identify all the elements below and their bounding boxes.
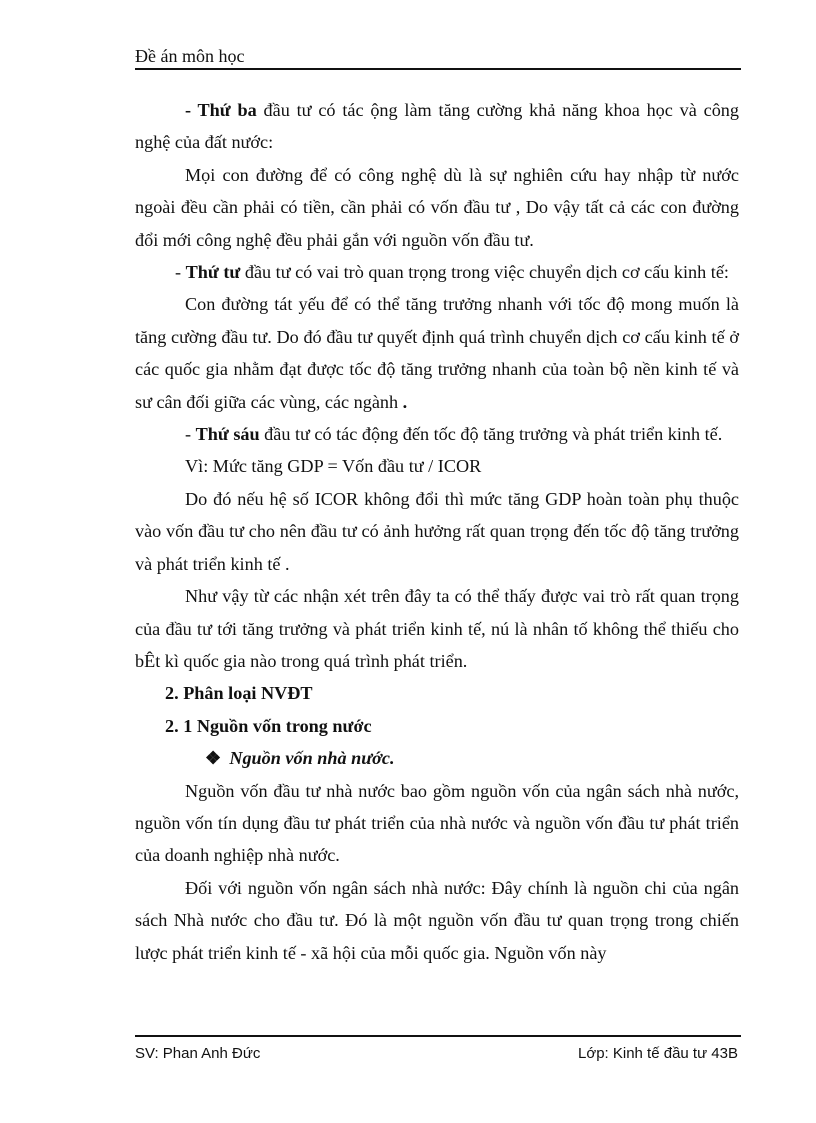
footer-class: Lớp: Kinh tế đầu tư 43B [578,1045,738,1062]
paragraph-thu-sau [135,418,739,450]
paragraph-thu-ba [135,94,739,159]
section-heading: 2. Phân loại NVĐT [165,683,313,704]
dash: - [185,424,196,445]
paragraph-text: đầu tư có tác ộng làm tăng cường khả năng khoa học và công nghệ của đất nước: [135,100,739,153]
bold-lead: Thứ sáu [195,424,260,445]
paragraph-text: Con đường tát yếu để có thể tăng trưởng nhanh với tốc độ mong muốn là tăng cường đầu tư. Do đó đầu tư quyết định quá trình chuyển dịch cơ cấu kinh tế ở các quốc gia nhằm đạt được tốc độ tăng trưởng nhanh của toàn bộ nền kinh tế và sư cân đối giữa các vùng, các ngành [135,294,739,412]
document-header-title: Đề án môn học [135,46,245,66]
paragraph-cong-nghe: Mọi con đường để có công nghệ dù là sự nghiên cứu hay nhập từ nước ngoài đều cần phải có tiền, cần phải có vốn đầu tư , Do vậy tất cả các con đường đổi mới công nghệ đều phải gắn với nguồn vốn đầu tư. [135,164,739,250]
diamond-bullet-icon: ❖ [205,748,222,769]
bold-lead: Thứ tư [185,262,241,283]
paragraph-von-nha-nuoc: Nguồn vốn đầu tư nhà nước bao gồm nguồn vốn của ngân sách nhà nước, nguồn vốn tín dụng đầu tư phát triển của nhà nước và nguồn vốn đầu tư phát triển của doanh nghiệp nhà nước. [135,780,739,866]
bullet-heading [135,742,739,774]
paragraph-tang-truong [135,288,739,418]
formula-line: Vì: Mức tăng GDP = Vốn đầu tư / ICOR [185,456,482,477]
footer-rule [135,1035,741,1037]
dash: - [175,262,186,283]
footer-student: SV: Phan Anh Đức [135,1045,261,1062]
paragraph-ngan-sach: Đối với nguồn vốn ngân sách nhà nước: Đây chính là nguồn chi của ngân sách Nhà nước cho đầu tư. Đó là một nguồn vốn đầu tư quan trọng trong chiến lược phát triển kinh tế - xã hội của mỗi quốc gia. Nguồn vốn này [135,877,739,963]
bold-period: . [398,391,408,412]
page-body [135,94,739,969]
subsection-heading: 2. 1 Nguồn vốn trong nước [165,715,372,736]
paragraph-conclusion: Như vậy từ các nhận xét trên đây ta có thể thấy được vai trò rất quan trọng của đầu tư tới tăng trưởng và phát triển kinh tế, nú là nhân tố không thể thiếu cho bÊt kì quốc gia nào trong quá trình phát triển. [135,586,739,671]
bullet-heading-text: Nguồn vốn nhà nước. [229,748,395,769]
paragraph-thu-tu [135,256,739,288]
paragraph-text: đầu tư có vai trò quan trọng trong việc chuyển dịch cơ cấu kinh tế: [240,262,729,283]
header-rule [135,68,741,70]
bold-lead: - Thứ ba [185,100,257,120]
paragraph-icor: Do đó nếu hệ số ICOR không đổi thì mức tăng GDP hoàn toàn phụ thuộc vào vốn đầu tư cho nên đầu tư có ảnh hưởng rất quan trọng đến tốc độ tăng trưởng và phát triển kinh tế . [135,488,739,574]
paragraph-text: đầu tư có tác động đến tốc độ tăng trưởng và phát triển kinh tế. [259,424,723,445]
